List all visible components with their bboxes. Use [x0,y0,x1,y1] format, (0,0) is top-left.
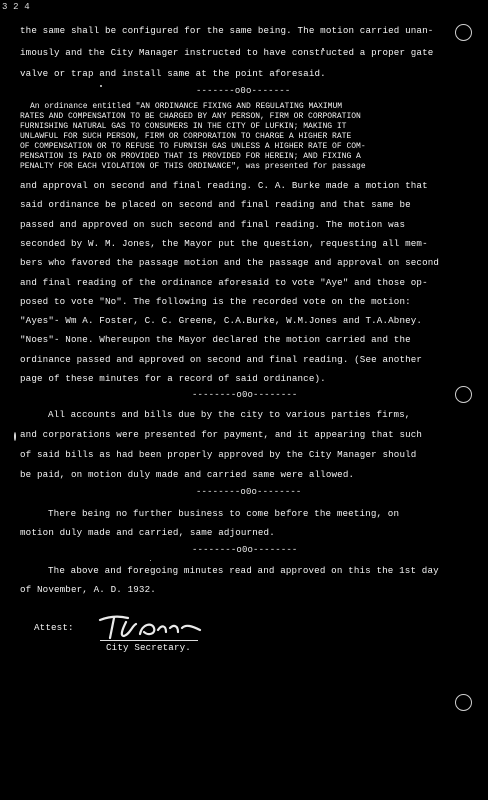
ordinance-line: and approval on second and final reading. C. A. Burke made a motion that [20,180,428,191]
accounts-line: All accounts and bills due by the city to various parties firms, [48,409,411,420]
section-separator: --------o0o-------- [196,487,302,497]
punch-hole-bottom [455,694,472,711]
section-separator: -------o0o------- [196,86,291,96]
page-corner-mark: 3 2 4 [2,2,30,12]
ordinance-title-line: PENALTY FOR EACH VIOLATION OF THIS ORDINANCE", was presented for passage [20,162,366,171]
ordinance-line: said ordinance be placed on second and final reading and that same be [20,199,411,210]
ordinance-line: ordinance passed and approved on second and final reading. (See another [20,354,423,365]
punch-hole-middle [455,386,472,403]
scan-speck [100,85,102,87]
ordinance-title-line: PENSATION IS PAID OR PROVIDED THAT IS PROVIDED FOR HEREIN; AND FIXING A [20,152,361,161]
ordinance-line: "Ayes"- Wm A. Foster, C. C. Greene, C.A.Burke, W.M.Jones and T.A.Abney. [20,315,423,326]
motion-line: imously and the City Manager instructed to have constructed a proper gate [20,47,434,58]
adjourn-line: There being no further business to come before the meeting, on [48,508,400,519]
ordinance-title-line: UNLAWFUL FOR SUCH PERSON, FIRM OR CORPORATION TO CHARGE A HIGHER RATE [20,132,352,141]
section-separator: --------o0o-------- [192,390,298,400]
scan-speck [14,432,16,441]
ordinance-line: seconded by W. M. Jones, the Mayor put the question, requesting all mem- [20,238,428,249]
secretary-title: City Secretary. [106,642,191,653]
accounts-line: and corporations were presented for payment, and it appearing that such [20,429,423,440]
signature-rule [100,640,198,641]
ordinance-title-line: FURNISHING NATURAL GAS TO CONSUMERS IN THE CITY OF LUFKIN; MAKING IT [20,122,347,131]
adjourn-line: motion duly made and carried, same adjourned. [20,527,275,538]
section-separator: --------o0o-------- [192,545,298,555]
ordinance-line: and final reading of the ordinance aforesaid to vote "Aye" and those op- [20,277,428,288]
approval-line: of November, A. D. 1932. [20,584,156,595]
ordinance-title-line: OF COMPENSATION OR TO REFUSE TO FURNISH GAS UNLESS A HIGHER RATE OF COM- [20,142,366,151]
scan-speck [150,560,151,561]
approval-line: The above and foregoing minutes read and approved on this the 1st day [48,565,439,576]
ordinance-title-line: RATES AND COMPENSATION TO BE CHARGED BY ANY PERSON, FIRM OR CORPORATION [20,112,361,121]
ordinance-title-line: An ordinance entitled "AN ORDINANCE FIXING AND REGULATING MAXIMUM [30,102,343,111]
punch-hole-top [455,24,472,41]
motion-line: the same shall be configured for the same being. The motion carried unan- [20,25,434,36]
ordinance-line: posed to vote "No". The following is the recorded vote on the motion: [20,296,411,307]
ordinance-line: page of these minutes for a record of said ordinance). [20,373,326,384]
ordinance-line: "Noes"- None. Whereupon the Mayor declared the motion carried and the [20,334,411,345]
accounts-line: of said bills as had been properly approved by the City Manager should [20,449,417,460]
ordinance-line: passed and approved on such second and final reading. The motion was [20,219,406,230]
attest-label: Attest: [34,622,74,633]
accounts-line: be paid, on motion duly made and carried same were allowed. [20,469,355,480]
ordinance-line: bers who favored the passage motion and the passage and approval on second [20,257,440,268]
motion-line: valve or trap and install same at the point aforesaid. [20,68,326,79]
